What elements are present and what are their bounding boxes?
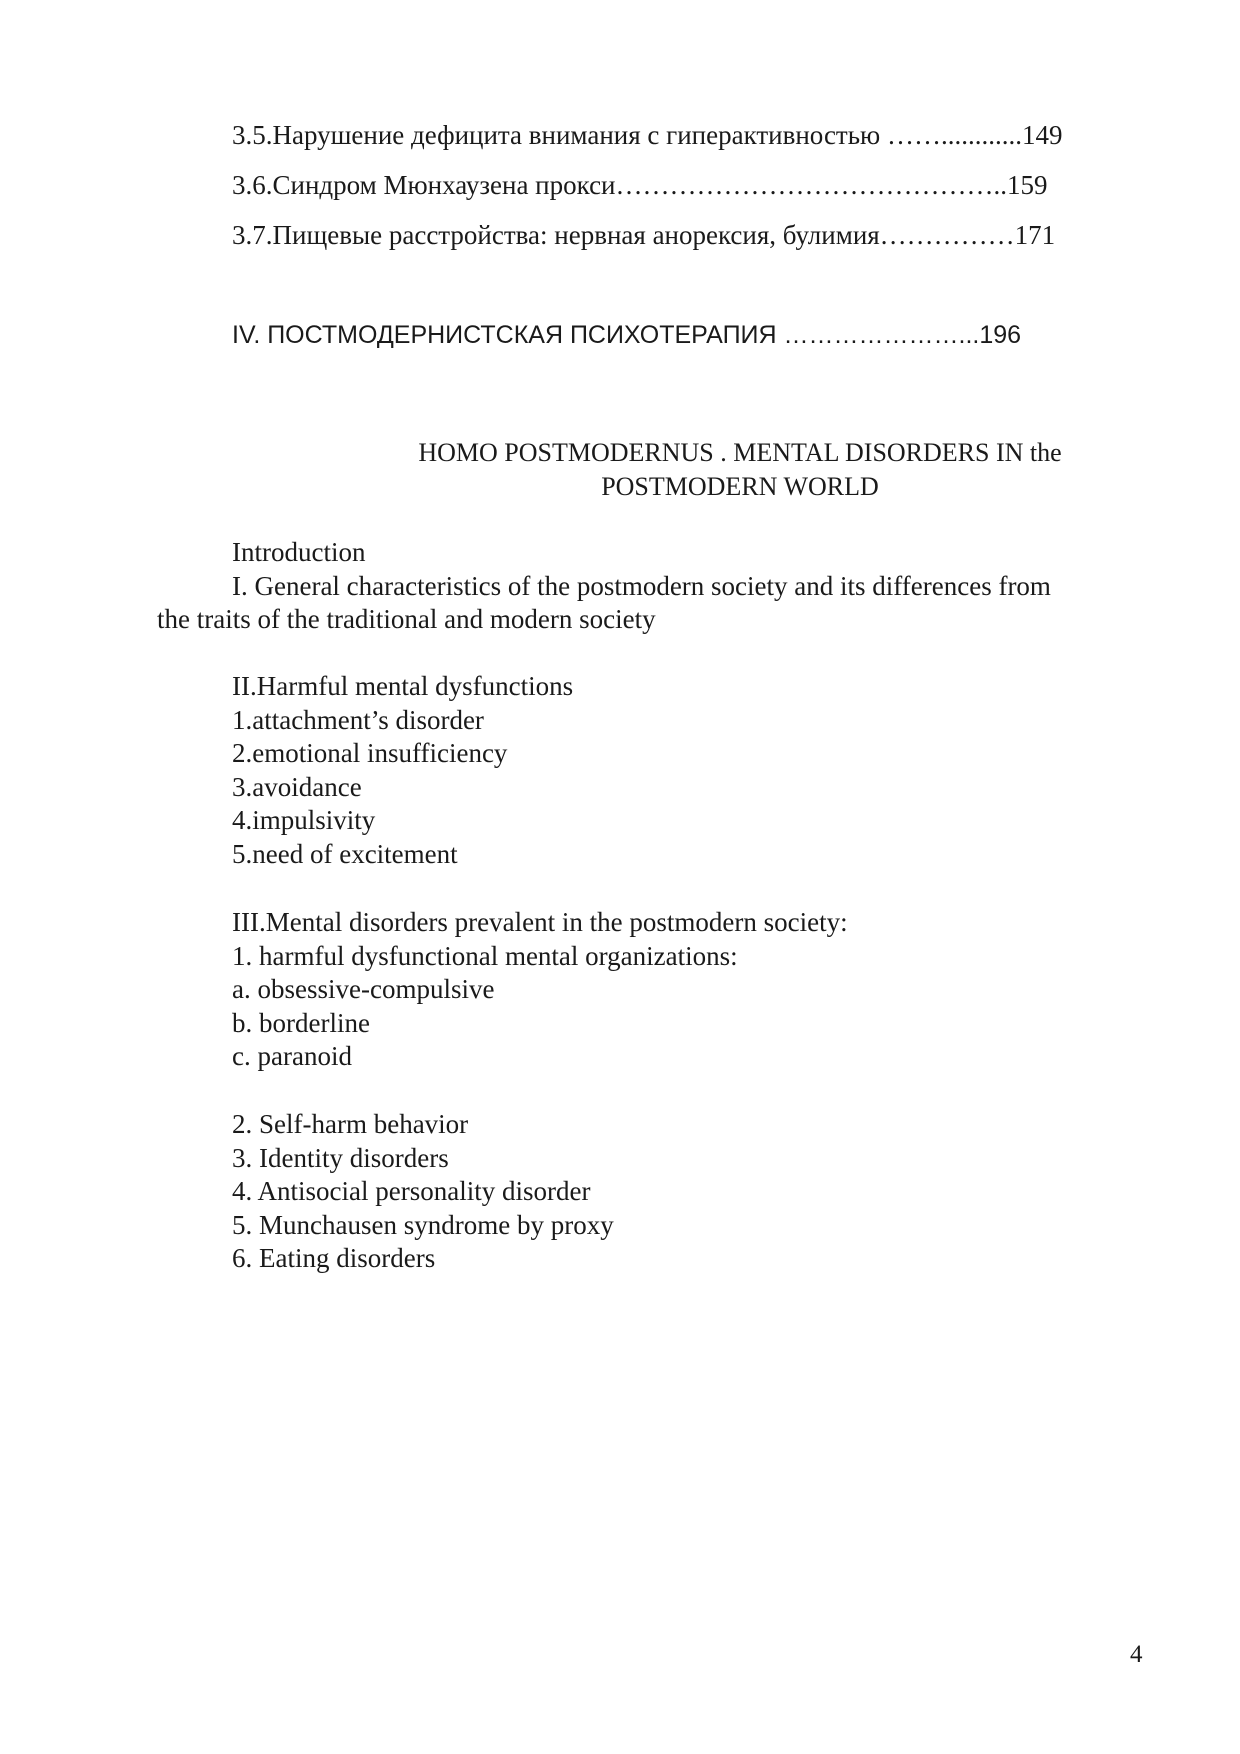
list-item: 3.avoidance xyxy=(232,771,362,802)
title-line-1: HOMO POSTMODERNUS . MENTAL DISORDERS IN the xyxy=(418,438,1062,467)
document-title xyxy=(300,436,1180,504)
list-item: c. paranoid xyxy=(232,1041,352,1071)
intro-heading: Introduction xyxy=(232,537,366,567)
list-item: 5. Munchausen syndrome by proxy xyxy=(232,1209,614,1240)
list-item: 6. Eating disorders xyxy=(232,1243,436,1273)
toc-entry-3-6: 3.6.Синдром Мюнхаузена прокси……………………………………..159 xyxy=(232,170,1048,200)
section-3-block xyxy=(232,906,848,1074)
section-2-block xyxy=(232,670,573,871)
section-2-heading: II.Harmful mental dysfunctions xyxy=(232,671,574,701)
list-item: 5.need of excitement xyxy=(232,838,458,869)
list-item: b. borderline xyxy=(232,1007,370,1038)
list-item: 3. Identity disorders xyxy=(232,1142,449,1173)
list-item: 4.impulsivity xyxy=(232,805,376,835)
list-item: 4. Antisocial personality disorder xyxy=(232,1176,591,1206)
list-item: 1.attachment’s disorder xyxy=(232,704,484,735)
toc-entry-iv: IV. ПОСТМОДЕРНИСТСКАЯ ПСИХОТЕРАПИЯ …………………...196 xyxy=(232,321,1022,349)
section-3-subheading: 1. harmful dysfunctional mental organizations: xyxy=(232,940,738,971)
section-3-items-block xyxy=(232,1108,614,1276)
list-item: 2.emotional insufficiency xyxy=(232,738,508,768)
intro-block xyxy=(157,536,1147,637)
list-item: a. obsessive-compulsive xyxy=(232,974,495,1004)
section-1-line-1: I. General characteristics of the postmodern society and its differences from xyxy=(232,570,1051,601)
list-item: 2. Self-harm behavior xyxy=(232,1109,469,1139)
toc-entry-3-5: 3.5.Нарушение дефицита внимания с гиперактивностью ……............149 xyxy=(232,120,1063,150)
section-1-line-2: the traits of the traditional and modern society xyxy=(157,604,656,634)
page-number: 4 xyxy=(1130,1641,1143,1668)
title-line-2: POSTMODERN WORLD xyxy=(601,472,879,501)
section-3-heading: III.Mental disorders prevalent in the postmodern society: xyxy=(232,907,848,937)
toc-entry-3-7: 3.7.Пищевые расстройства: нервная анорексия, булимия……………171 xyxy=(232,220,1056,250)
